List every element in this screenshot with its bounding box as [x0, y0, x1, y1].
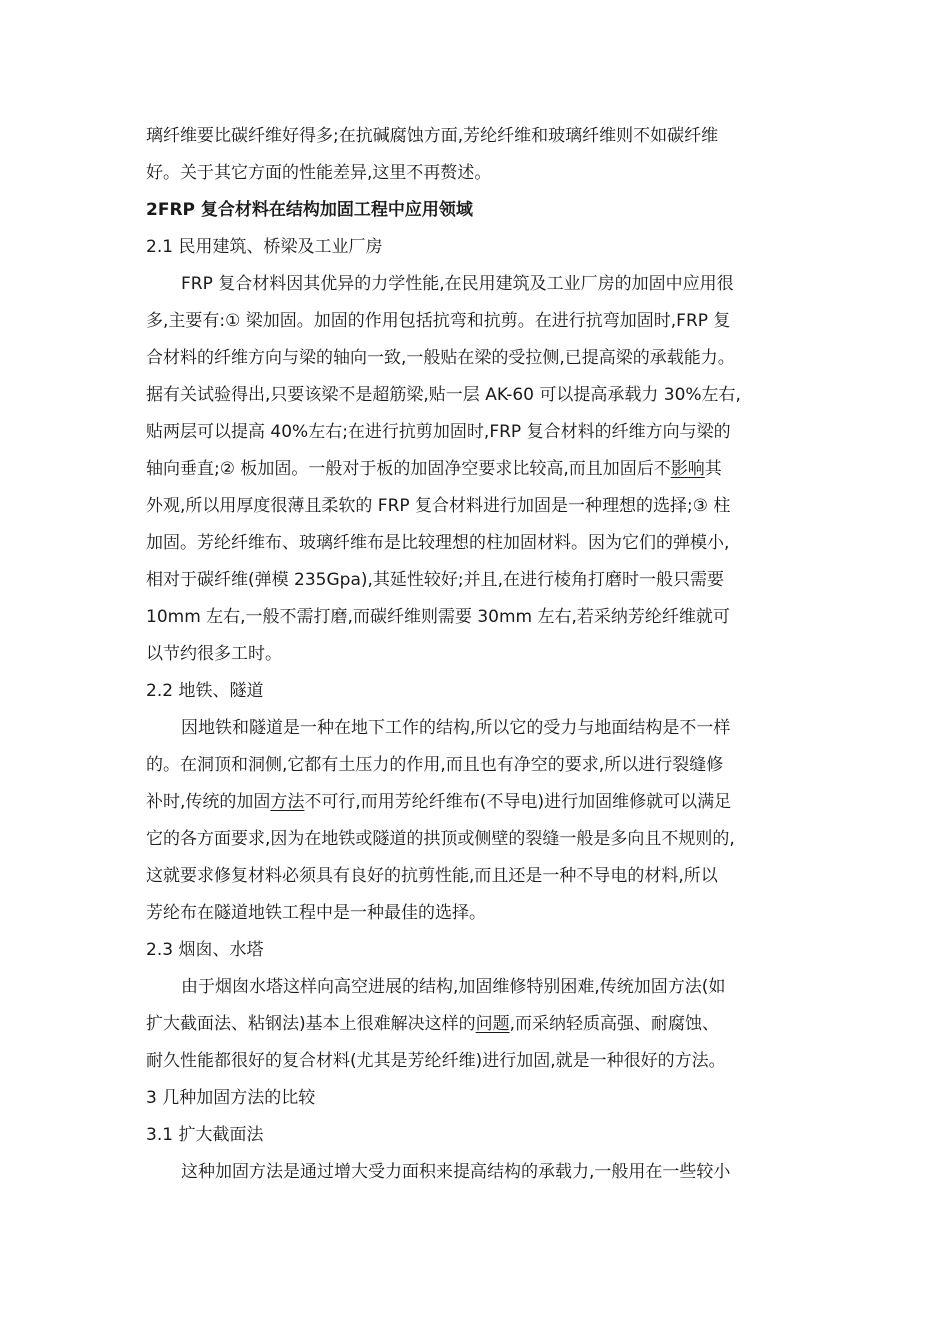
paragraph-line: 合材料的纤维方向与梁的轴向一致,一般贴在梁的受拉侧,已提高梁的承载能力。: [146, 348, 735, 368]
paragraph-line: 加固。芳纶纤维布、玻璃纤维布是比较理想的柱加固材料。因为它们的弹模小,: [146, 533, 730, 553]
paragraph-line: 它的各方面要求,因为在地铁或隧道的拱顶或侧壁的裂缝一般是多向且不规则的,: [146, 829, 735, 849]
paragraph-line: [146, 451, 816, 488]
paragraph-line: 10mm 左右,一般不需打磨,而碳纤维则需要 30mm 左右,若采纳芳纶纤维就可: [146, 607, 730, 627]
paragraph-line: [146, 1006, 816, 1043]
text-segment: 其: [704, 459, 722, 479]
paragraph-line: FRP 复合材料因其优异的力学性能,在民用建筑及工业厂房的加固中应用很: [181, 274, 734, 294]
paragraph-line: 璃纤维要比碳纤维好得多;在抗碱腐蚀方面,芳纶纤维和玻璃纤维则不如碳纤维: [146, 126, 719, 146]
paragraph-line: 由于烟囱水塔这样向高空进展的结构,加固维修特别困难,传统加固方法(如: [181, 977, 726, 997]
paragraph-line: 据有关试验得出,只要该梁不是超筋梁,贴一层 AK-60 可以提高承载力 30%左右,: [146, 385, 741, 405]
paragraph-line: 芳纶布在隧道地铁工程中是一种最佳的选择。: [146, 903, 486, 923]
paragraph-line: 以节约很多工时。: [146, 644, 282, 664]
problem-link[interactable]: 问题: [475, 1014, 510, 1034]
paragraph-line: 好。关于其它方面的性能差异,这里不再赘述。: [146, 163, 492, 183]
subsection-heading: 2.2 地铁、隧道: [146, 681, 264, 701]
text-segment: 补时,传统的加固: [146, 792, 271, 812]
paragraph-line: 相对于碳纤维(弹模 235Gpa),其延性较好;并且,在进行棱角打磨时一般只需要: [146, 570, 725, 590]
paragraph-line: 贴两层可以提高 40%左右;在进行抗剪加固时,FRP 复合材料的纤维方向与梁的: [146, 422, 731, 442]
document-page: [146, 118, 816, 1191]
paragraph-line: 外观,所以用厚度很薄且柔软的 FRP 复合材料进行加固是一种理想的选择;③ 柱: [146, 496, 731, 516]
paragraph-line: 多,主要有:① 梁加固。加固的作用包括抗弯和抗剪。在进行抗弯加固时,FRP 复: [146, 311, 731, 331]
paragraph-line: 这种加固方法是通过增大受力面积来提高结构的承载力,一般用在一些较小: [181, 1162, 731, 1182]
section-heading: 3 几种加固方法的比较: [146, 1088, 316, 1108]
subsection-heading: 2.3 烟囱、水塔: [146, 940, 264, 960]
text-segment: 不可行,而用芳纶纤维布(不导电)进行加固维修就可以满足: [304, 792, 732, 812]
paragraph-line: 的。在洞顶和洞侧,它都有土压力的作用,而且也有净空的要求,所以进行裂缝修: [146, 755, 724, 775]
influence-link[interactable]: 影响: [670, 459, 705, 479]
subsection-heading: 3.1 扩大截面法: [146, 1125, 264, 1145]
method-link[interactable]: 方法: [270, 792, 305, 812]
paragraph-line: 耐久性能都很好的复合材料(尤其是芳纶纤维)进行加固,就是一种很好的方法。: [146, 1051, 726, 1071]
section-heading: 2FRP 复合材料在结构加固工程中应用领域: [146, 200, 473, 220]
paragraph-line: 这就要求修复材料必须具有良好的抗剪性能,而且还是一种不导电的材料,所以: [146, 866, 718, 886]
paragraph-line: 因地铁和隧道是一种在地下工作的结构,所以它的受力与地面结构是不一样: [181, 718, 731, 738]
text-segment: 扩大截面法、粘钢法)基本上很难解决这样的: [146, 1014, 476, 1034]
paragraph-line: [146, 784, 816, 821]
subsection-heading: 2.1 民用建筑、桥梁及工业厂房: [146, 237, 383, 257]
text-segment: 轴向垂直;② 板加固。一般对于板的加固净空要求比较高,而且加固后不: [146, 459, 671, 479]
text-segment: ,而采纳轻质高强、耐腐蚀、: [509, 1014, 720, 1034]
